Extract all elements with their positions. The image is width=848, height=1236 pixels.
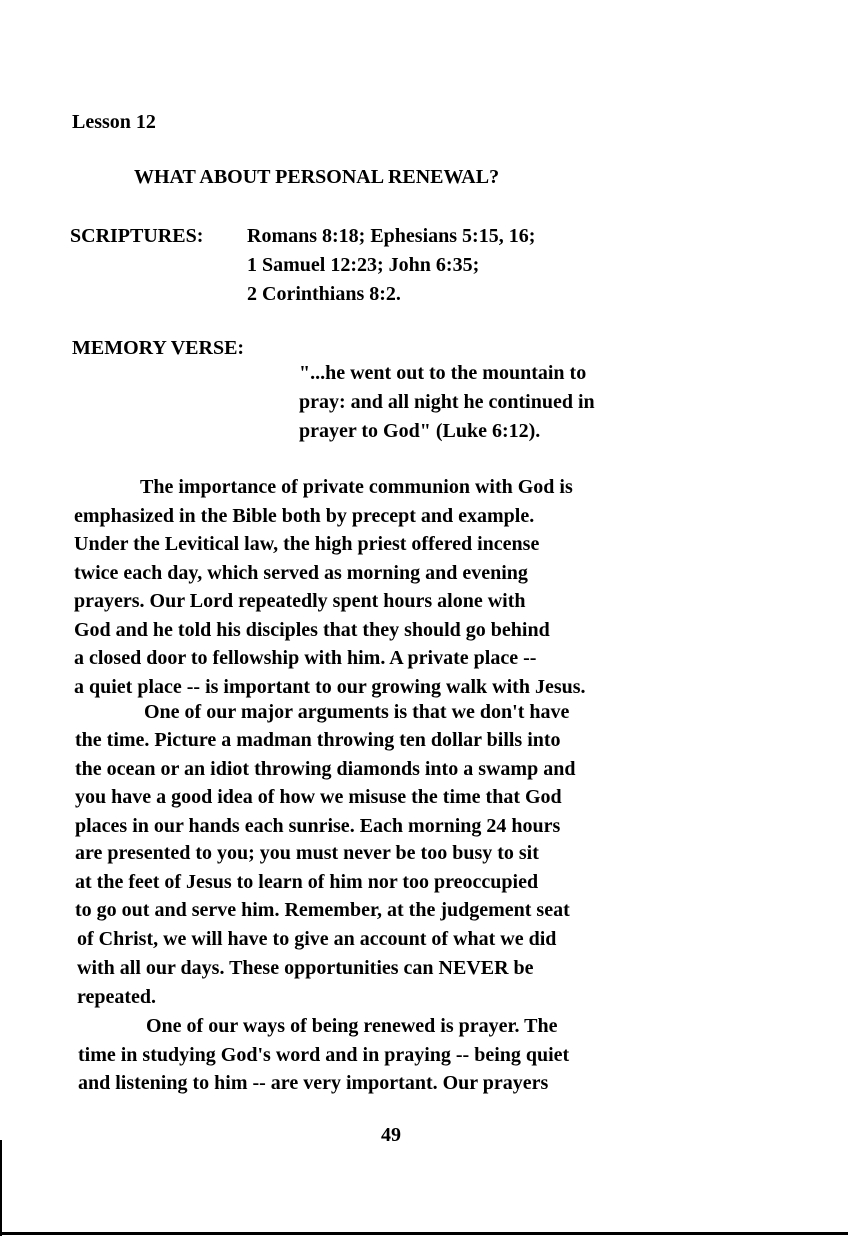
paragraph-line: at the feet of Jesus to learn of him nor too preoccupied (75, 871, 539, 893)
scripture-line: 1 Samuel 12:23; John 6:35; (247, 254, 480, 276)
memory-verse-line: pray: and all night he continued in (299, 391, 595, 413)
paragraph-line: the time. Picture a madman throwing ten dollar bills into (75, 729, 561, 751)
lesson-title: WHAT ABOUT PERSONAL RENEWAL? (134, 166, 500, 188)
paragraph-line: you have a good idea of how we misuse the time that God (75, 786, 562, 808)
scan-border-bottom (0, 1232, 848, 1235)
paragraph-line: a quiet place -- is important to our growing walk with Jesus. (74, 676, 586, 698)
scriptures-label: SCRIPTURES: (70, 225, 204, 247)
paragraph-line: places in our hands each sunrise. Each morning 24 hours (75, 815, 561, 837)
paragraph-line: prayers. Our Lord repeatedly spent hours alone with (74, 590, 526, 612)
paragraph-line: One of our major arguments is that we don't have (144, 701, 570, 723)
paragraph-line: and listening to him -- are very important. Our prayers (78, 1072, 549, 1094)
paragraph-line: the ocean or an idiot throwing diamonds into a swamp and (75, 758, 576, 780)
memory-verse-line: prayer to God" (Luke 6:12). (299, 420, 541, 442)
paragraph-line: One of our ways of being renewed is prayer. The (146, 1015, 558, 1037)
scripture-line: Romans 8:18; Ephesians 5:15, 16; (247, 225, 536, 247)
scripture-line: 2 Corinthians 8:2. (247, 283, 401, 305)
scan-border-left (0, 1140, 2, 1236)
paragraph-line: God and he told his disciples that they should go behind (74, 619, 550, 641)
memory-verse-line: "...he went out to the mountain to (299, 362, 587, 384)
paragraph-line: are presented to you; you must never be too busy to sit (75, 842, 539, 864)
paragraph-line: emphasized in the Bible both by precept and example. (74, 505, 535, 527)
paragraph-line: twice each day, which served as morning and evening (74, 562, 528, 584)
paragraph-line: Under the Levitical law, the high priest offered incense (74, 533, 540, 555)
paragraph-line: to go out and serve him. Remember, at the judgement seat (75, 899, 570, 921)
paragraph-line: with all our days. These opportunities can NEVER be (77, 957, 534, 979)
paragraph-line: a closed door to fellowship with him. A private place -- (74, 647, 537, 669)
paragraph-line: repeated. (77, 986, 157, 1008)
lesson-label: Lesson 12 (72, 111, 156, 133)
paragraph-line: time in studying God's word and in praying -- being quiet (78, 1044, 570, 1066)
paragraph-line: The importance of private communion with God is (140, 476, 573, 498)
paragraph-line: of Christ, we will have to give an account of what we did (77, 928, 557, 950)
page-number: 49 (381, 1124, 401, 1146)
memory-verse-label: MEMORY VERSE: (72, 337, 245, 359)
